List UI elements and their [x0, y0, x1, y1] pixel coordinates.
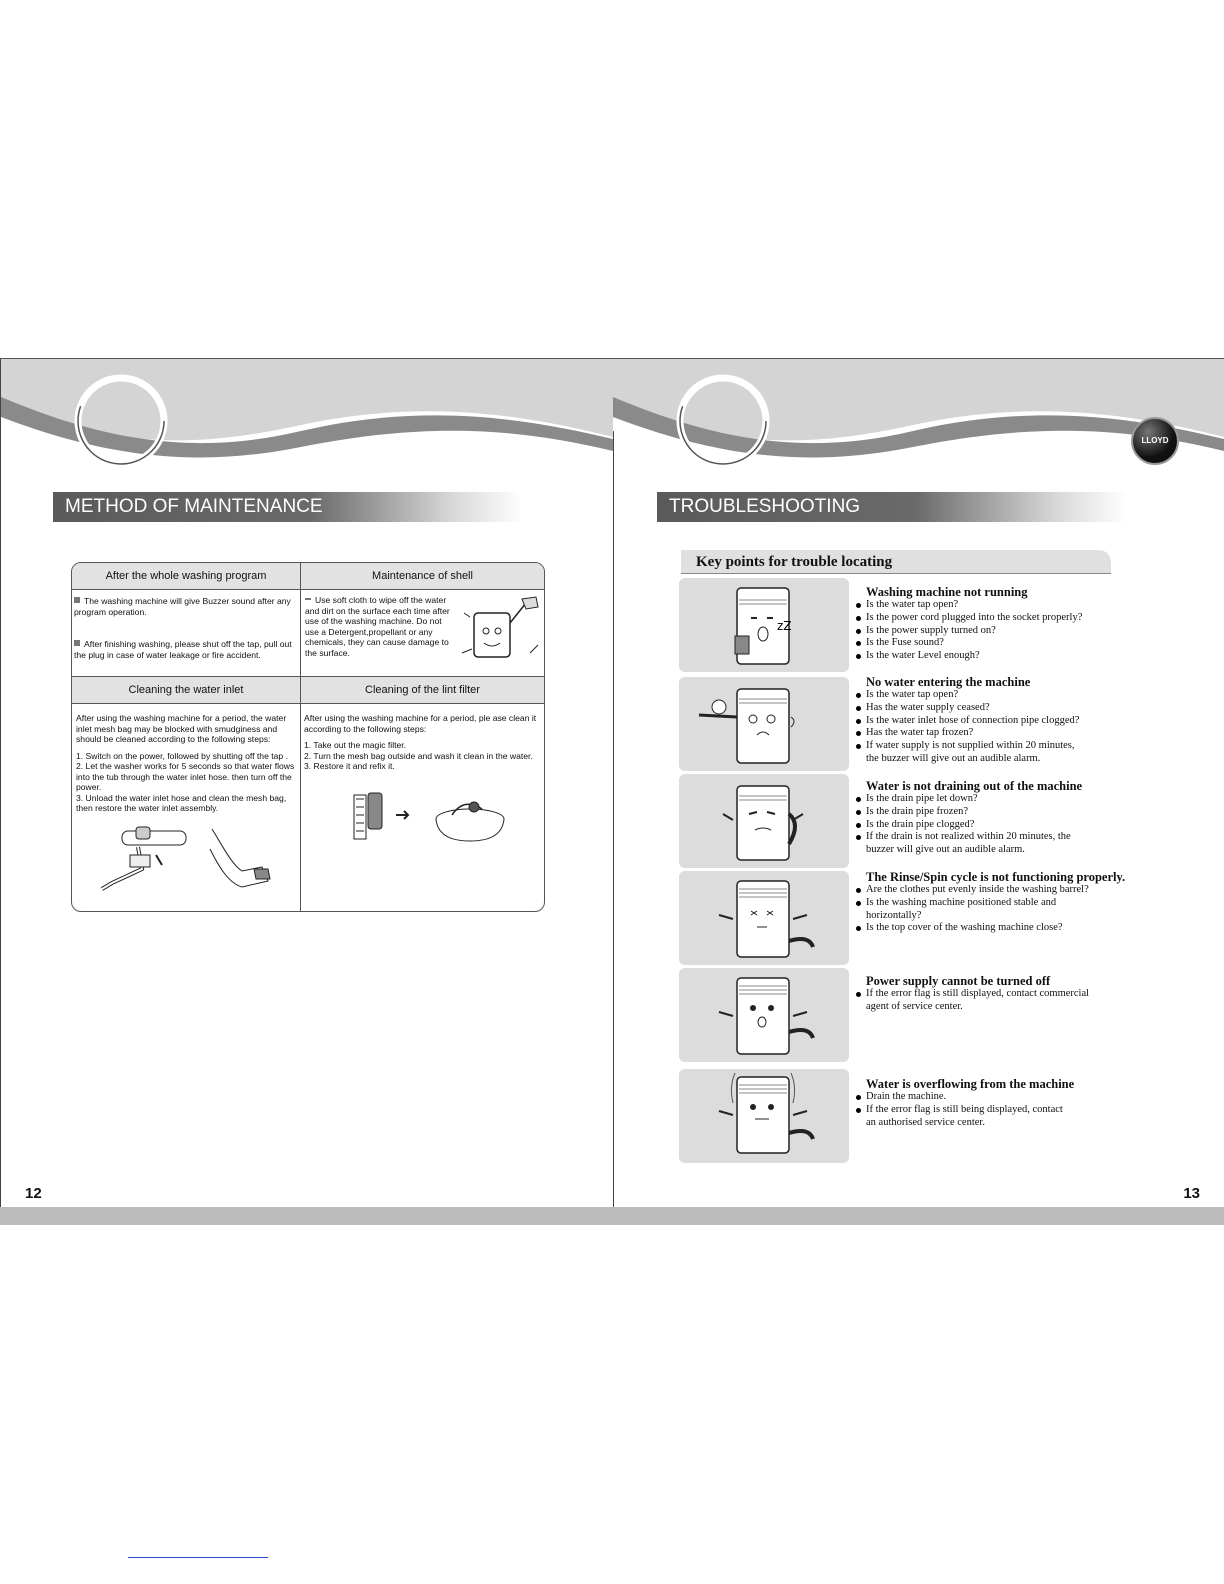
problem-not-running [866, 585, 1166, 663]
illustration-rinse-spin [679, 871, 849, 965]
problem-item: the buzzer will give out an audible alarm. [866, 752, 1041, 764]
svg-text:zZ: zZ [777, 619, 792, 633]
water-inlet-step-1: 1. Switch on the power, followed by shutting off the tap . [76, 750, 288, 761]
problem-not-draining [866, 779, 1166, 857]
shut-off-note: After finishing washing, please shut off the tap, pull out the plug in case of water leakage or fire accident. [74, 639, 292, 660]
water-inlet-step-2: 2. Let the washer works for 5 seconds so that water flows into the tub through the water inlet hose. then turn off the power. [76, 761, 295, 792]
header-swoosh-graphic [613, 359, 1224, 489]
key-points-title: Key points for trouble locating [681, 550, 1111, 574]
problem-item: Is the washing machine positioned stable and [866, 897, 1166, 910]
problem-no-water [866, 675, 1166, 766]
wiping-cartoon-illustration [460, 593, 540, 669]
problem-item: agent of service center. [866, 1000, 963, 1012]
problem-item: Is the Fuse sound? [866, 637, 1166, 650]
problem-item: Is the drain pipe frozen? [866, 806, 1166, 819]
problem-item: Is the top cover of the washing machine close? [866, 922, 1166, 935]
problem-item: Is the water tap open? [866, 689, 1166, 702]
cell-maintenance-shell [305, 595, 455, 658]
buzzer-note: The washing machine will give Buzzer sound after any program operation. [74, 596, 291, 617]
problem-title: Washing machine not running [866, 585, 1028, 599]
problem-item: Is the power supply turned on? [866, 625, 1166, 638]
problem-item: Drain the machine. [866, 1091, 1166, 1104]
problem-rinse-spin [866, 870, 1166, 935]
problem-item: an authorised service center. [866, 1116, 985, 1128]
problem-item: If the error flag is still displayed, contact commercial [866, 988, 1166, 1001]
header-after-washing: After the whole washing program [72, 563, 300, 590]
lint-filter-step-2: 2. Turn the mesh bag outside and wash it clean in the water. [304, 750, 533, 761]
problem-item: If water supply is not supplied within 20 minutes, [866, 740, 1166, 753]
page-right [613, 359, 1224, 1207]
problem-title: Power supply cannot be turned off [866, 974, 1051, 988]
lint-filter-illustration [342, 789, 512, 845]
problem-item: buzzer will give out an audible alarm. [866, 844, 1025, 856]
cell-water-inlet [76, 713, 298, 814]
problem-item: horizontally? [866, 909, 922, 921]
page-left [0, 359, 614, 1207]
problem-item: Is the water tap open? [866, 599, 1166, 612]
illustration-overflowing [679, 1069, 849, 1163]
illustration-not-draining [679, 774, 849, 868]
maintenance-table [71, 562, 545, 912]
header-water-inlet: Cleaning the water inlet [72, 677, 300, 704]
section-title-maintenance: METHOD OF MAINTENANCE [53, 492, 523, 522]
cell-after-washing [74, 596, 296, 660]
problem-item: Is the drain pipe let down? [866, 793, 1166, 806]
problem-item: If the error flag is still being displayed, contact [866, 1104, 1166, 1117]
problem-title: Water is not draining out of the machine [866, 779, 1083, 793]
header-lint-filter: Cleaning of the lint filter [301, 677, 544, 704]
bottom-bar [0, 1207, 1224, 1225]
problem-title: Water is overflowing from the machine [866, 1077, 1075, 1091]
cell-lint-filter [304, 713, 538, 772]
page-number-right: 13 [1183, 1185, 1200, 1202]
problem-item: Are the clothes put evenly inside the washing barrel? [866, 884, 1166, 897]
manual-spread [0, 358, 1224, 1225]
page-number-left: 12 [25, 1185, 42, 1202]
illustration-not-running [679, 578, 849, 672]
header-swoosh-graphic [1, 359, 613, 489]
problem-item: Is the water inlet hose of connection pipe clogged? [866, 715, 1166, 728]
section-title-troubleshooting: TROUBLESHOOTING [657, 492, 1127, 522]
water-inlet-illustration [92, 825, 282, 895]
problem-item: Has the water supply ceased? [866, 702, 1166, 715]
illustration-power-supply [679, 968, 849, 1062]
water-inlet-step-3: 3. Unload the water inlet hose and clean the mesh bag, then restore the water inlet assembly. [76, 792, 287, 813]
illustration-no-water [679, 677, 849, 771]
lint-filter-intro: After using the washing machine for a period, ple ase clean it according to the following steps: [304, 713, 537, 734]
header-maintenance-shell: Maintenance of shell [301, 563, 544, 590]
problem-item: Is the drain pipe clogged? [866, 819, 1166, 832]
link-underline[interactable] [128, 1557, 268, 1558]
brand-logo: LLOYD [1131, 417, 1179, 465]
lint-filter-step-3: 3. Restore it and refix it. [304, 761, 395, 771]
water-inlet-intro: After using the washing machine for a period, the water inlet mesh bag may be blocked with smudginess and should be cleaned according to the following steps: [76, 713, 287, 744]
problem-item: Is the water Level enough? [866, 650, 1166, 663]
problem-title: The Rinse/Spin cycle is not functioning properly. [866, 870, 1126, 884]
problem-item: If the drain is not realized within 20 minutes, the [866, 831, 1166, 844]
problem-power-supply [866, 974, 1166, 1014]
problem-overflowing [866, 1077, 1166, 1129]
problem-item: Is the power cord plugged into the socket properly? [866, 612, 1166, 625]
problem-title: No water entering the machine [866, 675, 1031, 689]
lint-filter-step-1: 1. Take out the magic filter. [304, 740, 407, 750]
problem-item: Has the water tap frozen? [866, 727, 1166, 740]
shell-note: Use soft cloth to wipe off the water and dirt on the surface each time after use of the washing machine. Do not use a Detergent,propellant or any chemicals, they can cause damage to the surface. [305, 595, 450, 658]
